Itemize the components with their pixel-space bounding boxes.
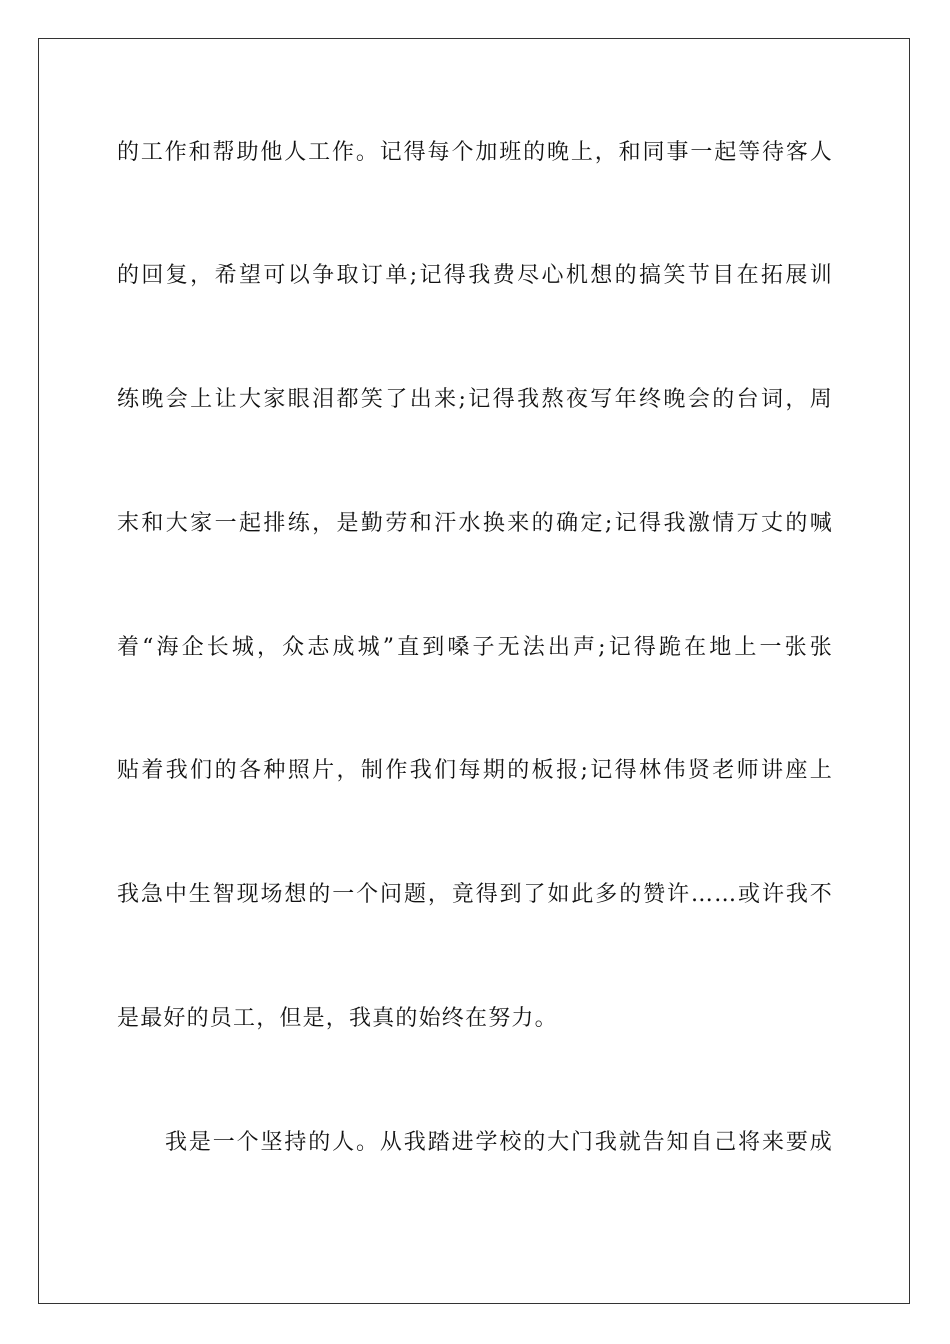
text-line-3: 练晚会上让大家眼泪都笑了出来;记得我熬夜写年终晚会的台词，周 (117, 387, 833, 412)
text-line-8: 是最好的员工，但是，我真的始终在努力。 (117, 1006, 558, 1031)
page-border (38, 38, 910, 1304)
text-line-2: 的回复，希望可以争取订单;记得我费尽心机想的搞笑节目在拓展训 (117, 263, 833, 288)
paragraph-start-line: 我是一个坚持的人。从我踏进学校的大门我就告知自己将来要成 (165, 1130, 833, 1155)
text-line-6: 贴着我们的各种照片，制作我们每期的板报;记得林伟贤老师讲座上 (117, 758, 833, 783)
text-line-1: 的工作和帮助他人工作。记得每个加班的晚上，和同事一起等待客人 (117, 140, 833, 165)
text-line-4: 末和大家一起排练，是勤劳和汗水换来的确定;记得我激情万丈的喊 (117, 511, 833, 536)
text-line-7: 我急中生智现场想的一个问题，竟得到了如此多的赞许……或许我不 (117, 882, 833, 907)
text-line-5: 着“海企长城，众志成城”直到嗓子无法出声;记得跪在地上一张张 (117, 635, 833, 660)
